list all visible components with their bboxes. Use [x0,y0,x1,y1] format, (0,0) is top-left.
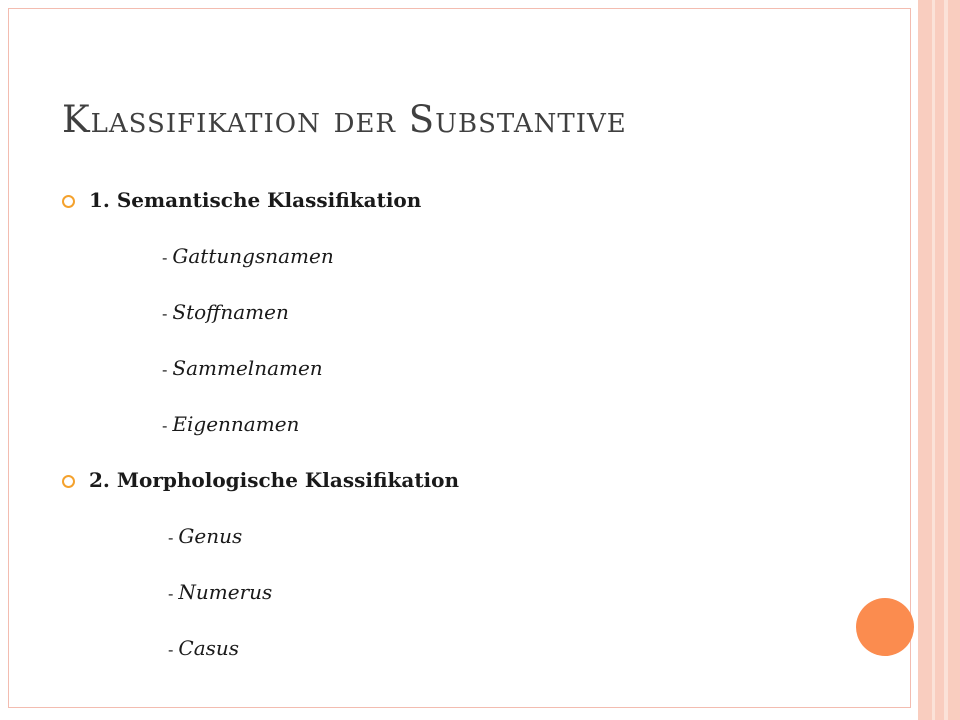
bullet-circle-icon [62,195,75,208]
list-item-label: Gattungsnamen [172,244,334,268]
list-item [168,524,242,548]
decorative-stripe [918,0,932,720]
section-heading-morphologic [62,468,459,492]
accent-circle [856,598,914,656]
list-item [162,300,289,324]
list-item-label: Numerus [178,580,273,604]
list-item [168,580,272,604]
list-dash: - [162,360,168,379]
list-item-label: Eigennamen [172,412,300,436]
section-heading-text: 1. Semantische Klassifikation [89,188,422,212]
list-dash: - [162,248,168,267]
list-item [162,244,334,268]
list-dash: - [162,304,168,323]
list-item-label: Casus [178,636,240,660]
list-dash: - [162,416,168,435]
slide-content [62,0,842,720]
list-dash: - [168,584,174,603]
decorative-stripe [948,0,960,720]
list-item-label: Sammelnamen [172,356,323,380]
slide-title: Klassifikation der Substantive [62,98,627,141]
section-heading-text: 2. Morphologische Klassifikation [89,468,460,492]
list-item-label: Stoffnamen [172,300,289,324]
list-item [168,636,239,660]
list-dash: - [168,640,174,659]
list-item [162,356,323,380]
list-item [162,412,299,436]
section-heading-semantic [62,188,421,212]
decorative-stripe [935,0,944,720]
bullet-circle-icon [62,475,75,488]
list-dash: - [168,528,174,547]
list-item-label: Genus [178,524,243,548]
